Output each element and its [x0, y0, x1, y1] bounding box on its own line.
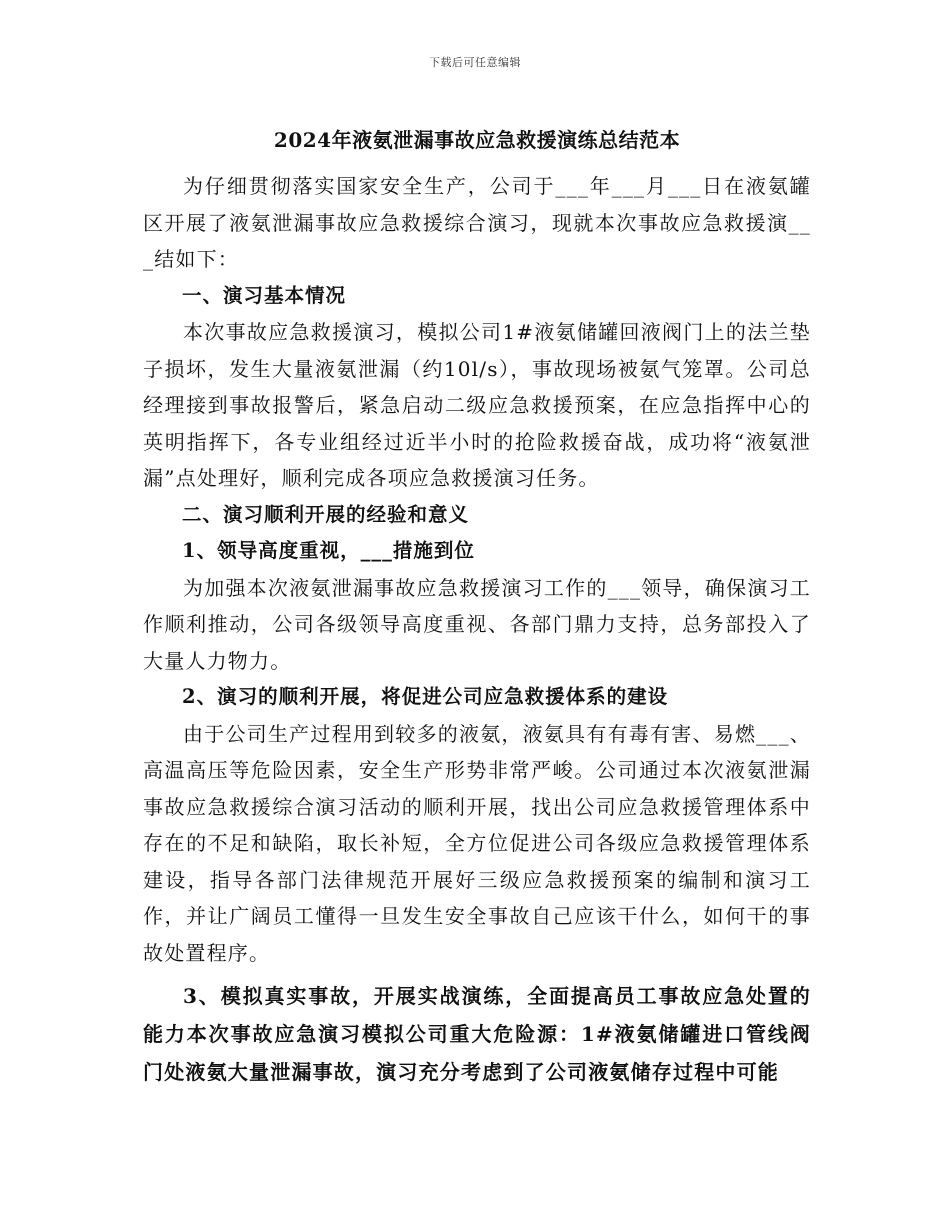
intro-paragraph: 为仔细贯彻落实国家安全生产，公司于___年___月___日在液氨罐区开展了液氨泄漏事故应急救援综合演习，现就本次事故应急救援演___结如下：: [143, 174, 811, 271]
subsection-1-heading: 1、领导高度重视，___措施到位: [182, 539, 475, 562]
subsection-3-paragraph: 3、模拟真实事故，开展实战演练，全面提高员工事故应急处置的能力本次事故应急演习模拟公司重大危险源：1#液氨储罐进口管线阀门处液氨大量泄漏事故，演习充分考虑到了公司液氨储存过程中可能: [143, 984, 811, 1084]
section-1-paragraph: 本次事故应急救援演习，模拟公司1#液氨储罐回液阀门上的法兰垫子损坏，发生大量液氨泄漏（约10l/s），事故现场被氨气笼罩。公司总经理接到事故报警后，紧急启动二级应急救援预案，在应急指挥中心的英明指挥下，各专业组经过近半小时的抢险救援奋战，成功将“液氨泄漏”点处理好，顺利完成各项应急救援演习任务。: [143, 320, 811, 490]
page-header-note: 下载后可任意编辑: [429, 56, 521, 69]
section-2-heading: 二、演习顺利开展的经验和意义: [182, 502, 470, 526]
subsection-2-heading: 2、演习的顺利开展，将促进公司应急救援体系的建设: [182, 685, 669, 708]
subsection-2-paragraph: 由于公司生产过程用到较多的液氨，液氨具有有毒有害、易燃___、高温高压等危险因素，安全生产形势非常严峻。公司通过本次液氨泄漏事故应急救援综合演习活动的顺利开展，找出公司应急救援管理体系中存在的不足和缺陷，取长补短，全方位促进公司各级应急救援管理体系建设，指导各部门法律规范开展好三级应急救援预案的编制和演习工作，并让广阔员工懂得一旦发生安全事故自己应该干什么，如何干的事故处置程序。: [143, 721, 811, 965]
subsection-1-paragraph: 为加强本次液氨泄漏事故应急救援演习工作的___领导，确保演习工作顺利推动，公司各级领导高度重视、各部门鼎力支持，总务部投入了大量人力物力。: [143, 575, 811, 673]
document-body: [143, 124, 811, 1091]
document-title: 2024年液氨泄漏事故应急救援演练总结范本: [273, 128, 681, 152]
section-1-heading: 一、演习基本情况: [182, 283, 347, 307]
